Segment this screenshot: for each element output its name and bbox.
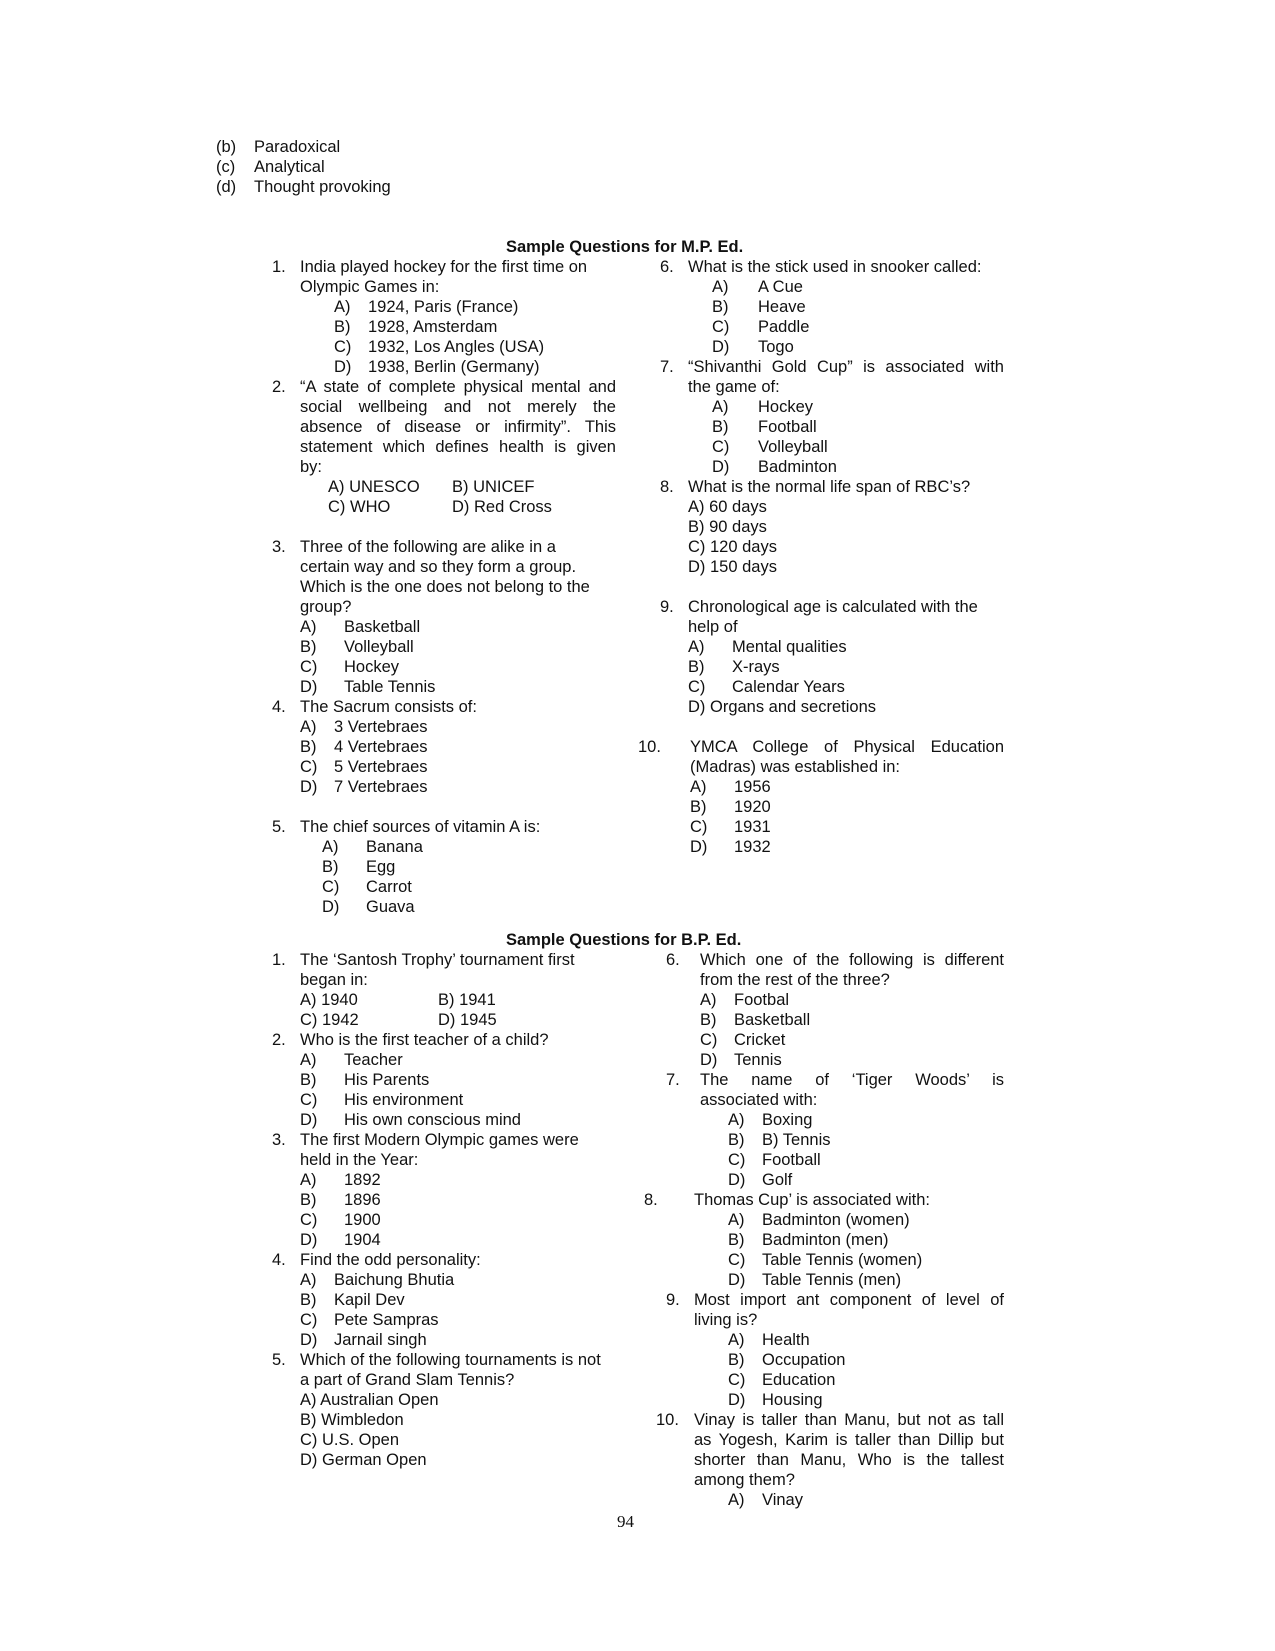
option-label: D): [728, 1271, 746, 1289]
option-text: B) 1941: [438, 991, 496, 1009]
question-number: 9.: [660, 598, 674, 616]
question-number: 6.: [666, 951, 680, 969]
option-label: D): [300, 1111, 318, 1129]
option-text: A) 1940: [300, 991, 358, 1009]
option-text: 4 Vertebraes: [334, 738, 428, 756]
option-text: A) UNESCO: [328, 478, 420, 496]
option-text: D) German Open: [300, 1451, 427, 1469]
question-text: Vinay is taller than Manu, but not as tall: [694, 1411, 1004, 1429]
option-label: C): [690, 818, 708, 836]
option-label: A): [712, 398, 729, 416]
option-label: B): [300, 738, 317, 756]
option-label: A): [688, 638, 705, 656]
option-text: Education: [762, 1371, 836, 1389]
list-item: Thought provoking: [254, 178, 391, 196]
option-text: Pete Sampras: [334, 1311, 439, 1329]
option-label: A): [728, 1331, 745, 1349]
option-text: Kapil Dev: [334, 1291, 405, 1309]
question-number: 2.: [272, 1031, 286, 1049]
option-label: B): [712, 418, 729, 436]
option-label: B): [700, 1011, 717, 1029]
option-label: A): [690, 778, 707, 796]
option-label: C): [728, 1151, 746, 1169]
question-text: statement which defines health is given: [300, 438, 616, 456]
option-label: A): [300, 718, 317, 736]
option-text: Basketball: [344, 618, 421, 636]
question-text: among them?: [694, 1471, 795, 1489]
option-label: B): [300, 1291, 317, 1309]
question-text: the game of:: [688, 378, 780, 396]
option-label: D): [712, 458, 730, 476]
option-label: A): [300, 1271, 317, 1289]
question-text: began in:: [300, 971, 368, 989]
option-text: 1892: [344, 1171, 381, 1189]
option-label: A): [728, 1491, 745, 1509]
option-text: Table Tennis (women): [762, 1251, 923, 1269]
option-text: Mental qualities: [732, 638, 847, 656]
option-label: C): [300, 1311, 318, 1329]
option-label: A): [300, 618, 317, 636]
question-number: 4.: [272, 698, 286, 716]
option-text: A Cue: [758, 278, 803, 296]
option-label: D): [300, 678, 318, 696]
option-text: 1956: [734, 778, 771, 796]
option-text: Health: [762, 1331, 810, 1349]
option-text: Baichung Bhutia: [334, 1271, 455, 1289]
list-item: (c): [216, 158, 236, 176]
question-number: 7.: [666, 1071, 680, 1089]
option-label: A): [728, 1211, 745, 1229]
option-label: A): [334, 298, 351, 316]
question-text: social wellbeing and not merely the: [300, 398, 616, 416]
question-number: 3.: [272, 538, 286, 556]
option-label: B): [728, 1351, 745, 1369]
option-label: A): [728, 1111, 745, 1129]
question-text: certain way and so they form a group.: [300, 558, 577, 576]
option-text: C) 1942: [300, 1011, 359, 1029]
option-text: 1928, Amsterdam: [368, 318, 498, 336]
option-label: D): [690, 838, 708, 856]
option-text: Volleyball: [344, 638, 414, 656]
option-text: Guava: [366, 898, 415, 916]
option-text: Banana: [366, 838, 423, 856]
option-label: D): [712, 338, 730, 356]
question-text: from the rest of the three?: [700, 971, 890, 989]
option-text: Egg: [366, 858, 396, 876]
option-text: Basketball: [734, 1011, 811, 1029]
option-label: C): [712, 438, 730, 456]
question-text: The ‘Santosh Trophy’ tournament first: [300, 951, 575, 969]
option-label: B): [300, 638, 317, 656]
question-text: Most import ant component of level of: [694, 1291, 1004, 1309]
option-text: Table Tennis (men): [762, 1271, 902, 1289]
section-heading-mped: Sample Questions for M.P. Ed.: [506, 238, 744, 256]
option-text: His environment: [344, 1091, 464, 1109]
option-text: Hockey: [344, 658, 400, 676]
question-text: shorter than Manu, Who is the tallest: [694, 1451, 1004, 1469]
question-number: 5.: [272, 818, 286, 836]
option-text: B) UNICEF: [452, 478, 535, 496]
option-text: A) Australian Open: [300, 1391, 439, 1409]
question-number: 6.: [660, 258, 674, 276]
question-text: What is the normal life span of RBC’s?: [688, 478, 971, 496]
option-text: X-rays: [732, 658, 780, 676]
option-text: Carrot: [366, 878, 412, 896]
question-text: “Shivanthi Gold Cup” is associated with: [688, 358, 1004, 376]
option-text: Boxing: [762, 1111, 813, 1129]
option-text: His own conscious mind: [344, 1111, 521, 1129]
option-text: 1931: [734, 818, 771, 836]
option-label: C): [728, 1251, 746, 1269]
question-number: 1.: [272, 951, 286, 969]
option-label: C): [300, 658, 318, 676]
question-text: Chronological age is calculated with the: [688, 598, 978, 616]
option-label: B): [322, 858, 339, 876]
question-text: absence of disease or infirmity”. This: [300, 418, 616, 436]
question-text: associated with:: [700, 1091, 818, 1109]
option-text: Golf: [762, 1171, 793, 1189]
question-text: Find the odd personality:: [300, 1251, 481, 1269]
question-number: 2.: [272, 378, 286, 396]
list-item: Paradoxical: [254, 138, 341, 156]
option-label: D): [700, 1051, 718, 1069]
page-number: 94: [617, 1512, 634, 1531]
option-text: 1924, Paris (France): [368, 298, 519, 316]
list-item: (b): [216, 138, 237, 156]
option-text: 1920: [734, 798, 771, 816]
option-label: C): [688, 678, 706, 696]
option-label: D): [334, 358, 352, 376]
option-label: B): [728, 1231, 745, 1249]
option-text: B) Wimbledon: [300, 1411, 404, 1429]
option-label: C): [300, 758, 318, 776]
option-text: Footbal: [734, 991, 790, 1009]
option-text: Football: [758, 418, 817, 436]
option-text: Heave: [758, 298, 806, 316]
option-text: B) Tennis: [762, 1131, 831, 1149]
option-text: Paddle: [758, 318, 810, 336]
question-text: as Yogesh, Karim is taller than Dillip but: [694, 1431, 1004, 1449]
option-text: 1938, Berlin (Germany): [368, 358, 540, 376]
question-text: Olympic Games in:: [300, 278, 440, 296]
option-text: 1932: [734, 838, 771, 856]
option-label: A): [322, 838, 339, 856]
list-item: Analytical: [254, 158, 325, 176]
question-text: by:: [300, 458, 323, 476]
question-text: The Sacrum consists of:: [300, 698, 477, 716]
option-text: Vinay: [762, 1491, 803, 1509]
question-text: Who is the first teacher of a child?: [300, 1031, 549, 1049]
option-label: C): [728, 1371, 746, 1389]
list-item: (d): [216, 178, 237, 196]
question-number: 8.: [644, 1191, 658, 1209]
option-label: B): [300, 1071, 317, 1089]
option-label: A): [300, 1051, 317, 1069]
question-number: 10.: [638, 738, 661, 756]
option-label: D): [300, 1331, 318, 1349]
option-text: B) 90 days: [688, 518, 767, 536]
option-text: Housing: [762, 1391, 823, 1409]
question-text: YMCA College of Physical Education: [690, 738, 1004, 756]
question-text: Which is the one does not belong to the: [300, 578, 590, 596]
option-label: A): [712, 278, 729, 296]
option-text: D) 150 days: [688, 558, 777, 576]
option-label: B): [300, 1191, 317, 1209]
option-text: 5 Vertebraes: [334, 758, 428, 776]
option-text: Togo: [758, 338, 794, 356]
option-label: A): [300, 1171, 317, 1189]
option-text: 1900: [344, 1211, 381, 1229]
option-text: 1904: [344, 1231, 381, 1249]
question-text: India played hockey for the first time on: [300, 258, 588, 276]
option-text: A) 60 days: [688, 498, 767, 516]
option-label: B): [690, 798, 707, 816]
question-text: “A state of complete physical mental and: [300, 378, 616, 396]
question-text: Which one of the following is different: [700, 951, 1004, 969]
question-text: help of: [688, 618, 738, 636]
question-number: 5.: [272, 1351, 286, 1369]
option-text: His Parents: [344, 1071, 430, 1089]
option-label: C): [300, 1091, 318, 1109]
question-text: The chief sources of vitamin A is:: [300, 818, 541, 836]
option-text: C) U.S. Open: [300, 1431, 400, 1449]
option-text: D) Red Cross: [452, 498, 552, 516]
option-label: D): [728, 1171, 746, 1189]
option-label: D): [300, 1231, 318, 1249]
option-label: C): [700, 1031, 718, 1049]
question-number: 4.: [272, 1251, 286, 1269]
option-text: Volleyball: [758, 438, 828, 456]
question-text: Three of the following are alike in a: [300, 538, 556, 556]
option-label: D): [300, 778, 318, 796]
option-label: B): [712, 298, 729, 316]
option-label: B): [728, 1131, 745, 1149]
option-text: 1932, Los Angles (USA): [368, 338, 545, 356]
section-heading-bped: Sample Questions for B.P. Ed.: [506, 931, 742, 949]
question-number: 1.: [272, 258, 286, 276]
option-text: Occupation: [762, 1351, 846, 1369]
question-text: Which of the following tournaments is not: [300, 1351, 601, 1369]
question-text: group?: [300, 598, 352, 616]
question-text: The name of ‘Tiger Woods’ is: [700, 1071, 1004, 1089]
question-text: held in the Year:: [300, 1151, 419, 1169]
option-text: Calendar Years: [732, 678, 845, 696]
option-label: D): [322, 898, 340, 916]
option-text: D) Organs and secretions: [688, 698, 877, 716]
option-text: Badminton (men): [762, 1231, 889, 1249]
option-text: D) 1945: [438, 1011, 497, 1029]
option-text: Football: [762, 1151, 821, 1169]
question-text: What is the stick used in snooker called:: [688, 258, 982, 276]
question-number: 7.: [660, 358, 674, 376]
option-text: C) WHO: [328, 498, 391, 516]
option-text: 7 Vertebraes: [334, 778, 428, 796]
option-text: Hockey: [758, 398, 814, 416]
option-label: C): [322, 878, 340, 896]
question-text: living is?: [694, 1311, 758, 1329]
option-text: Badminton (women): [762, 1211, 910, 1229]
option-text: Teacher: [344, 1051, 403, 1069]
option-label: C): [712, 318, 730, 336]
option-text: Tennis: [734, 1051, 782, 1069]
option-text: Badminton: [758, 458, 837, 476]
option-label: A): [700, 991, 717, 1009]
question-text: (Madras) was established in:: [690, 758, 901, 776]
option-text: Jarnail singh: [334, 1331, 427, 1349]
question-number: 9.: [666, 1291, 680, 1309]
option-label: C): [334, 338, 352, 356]
option-text: Cricket: [734, 1031, 786, 1049]
option-text: 1896: [344, 1191, 381, 1209]
option-label: D): [728, 1391, 746, 1409]
option-label: B): [688, 658, 705, 676]
question-number: 3.: [272, 1131, 286, 1149]
option-label: B): [334, 318, 351, 336]
option-label: C): [300, 1211, 318, 1229]
question-number: 10.: [656, 1411, 679, 1429]
question-text: The first Modern Olympic games were: [300, 1131, 579, 1149]
question-number: 8.: [660, 478, 674, 496]
option-text: Table Tennis: [344, 678, 436, 696]
option-text: C) 120 days: [688, 538, 777, 556]
option-text: 3 Vertebraes: [334, 718, 428, 736]
question-text: a part of Grand Slam Tennis?: [300, 1371, 515, 1389]
question-text: Thomas Cup’ is associated with:: [694, 1191, 930, 1209]
